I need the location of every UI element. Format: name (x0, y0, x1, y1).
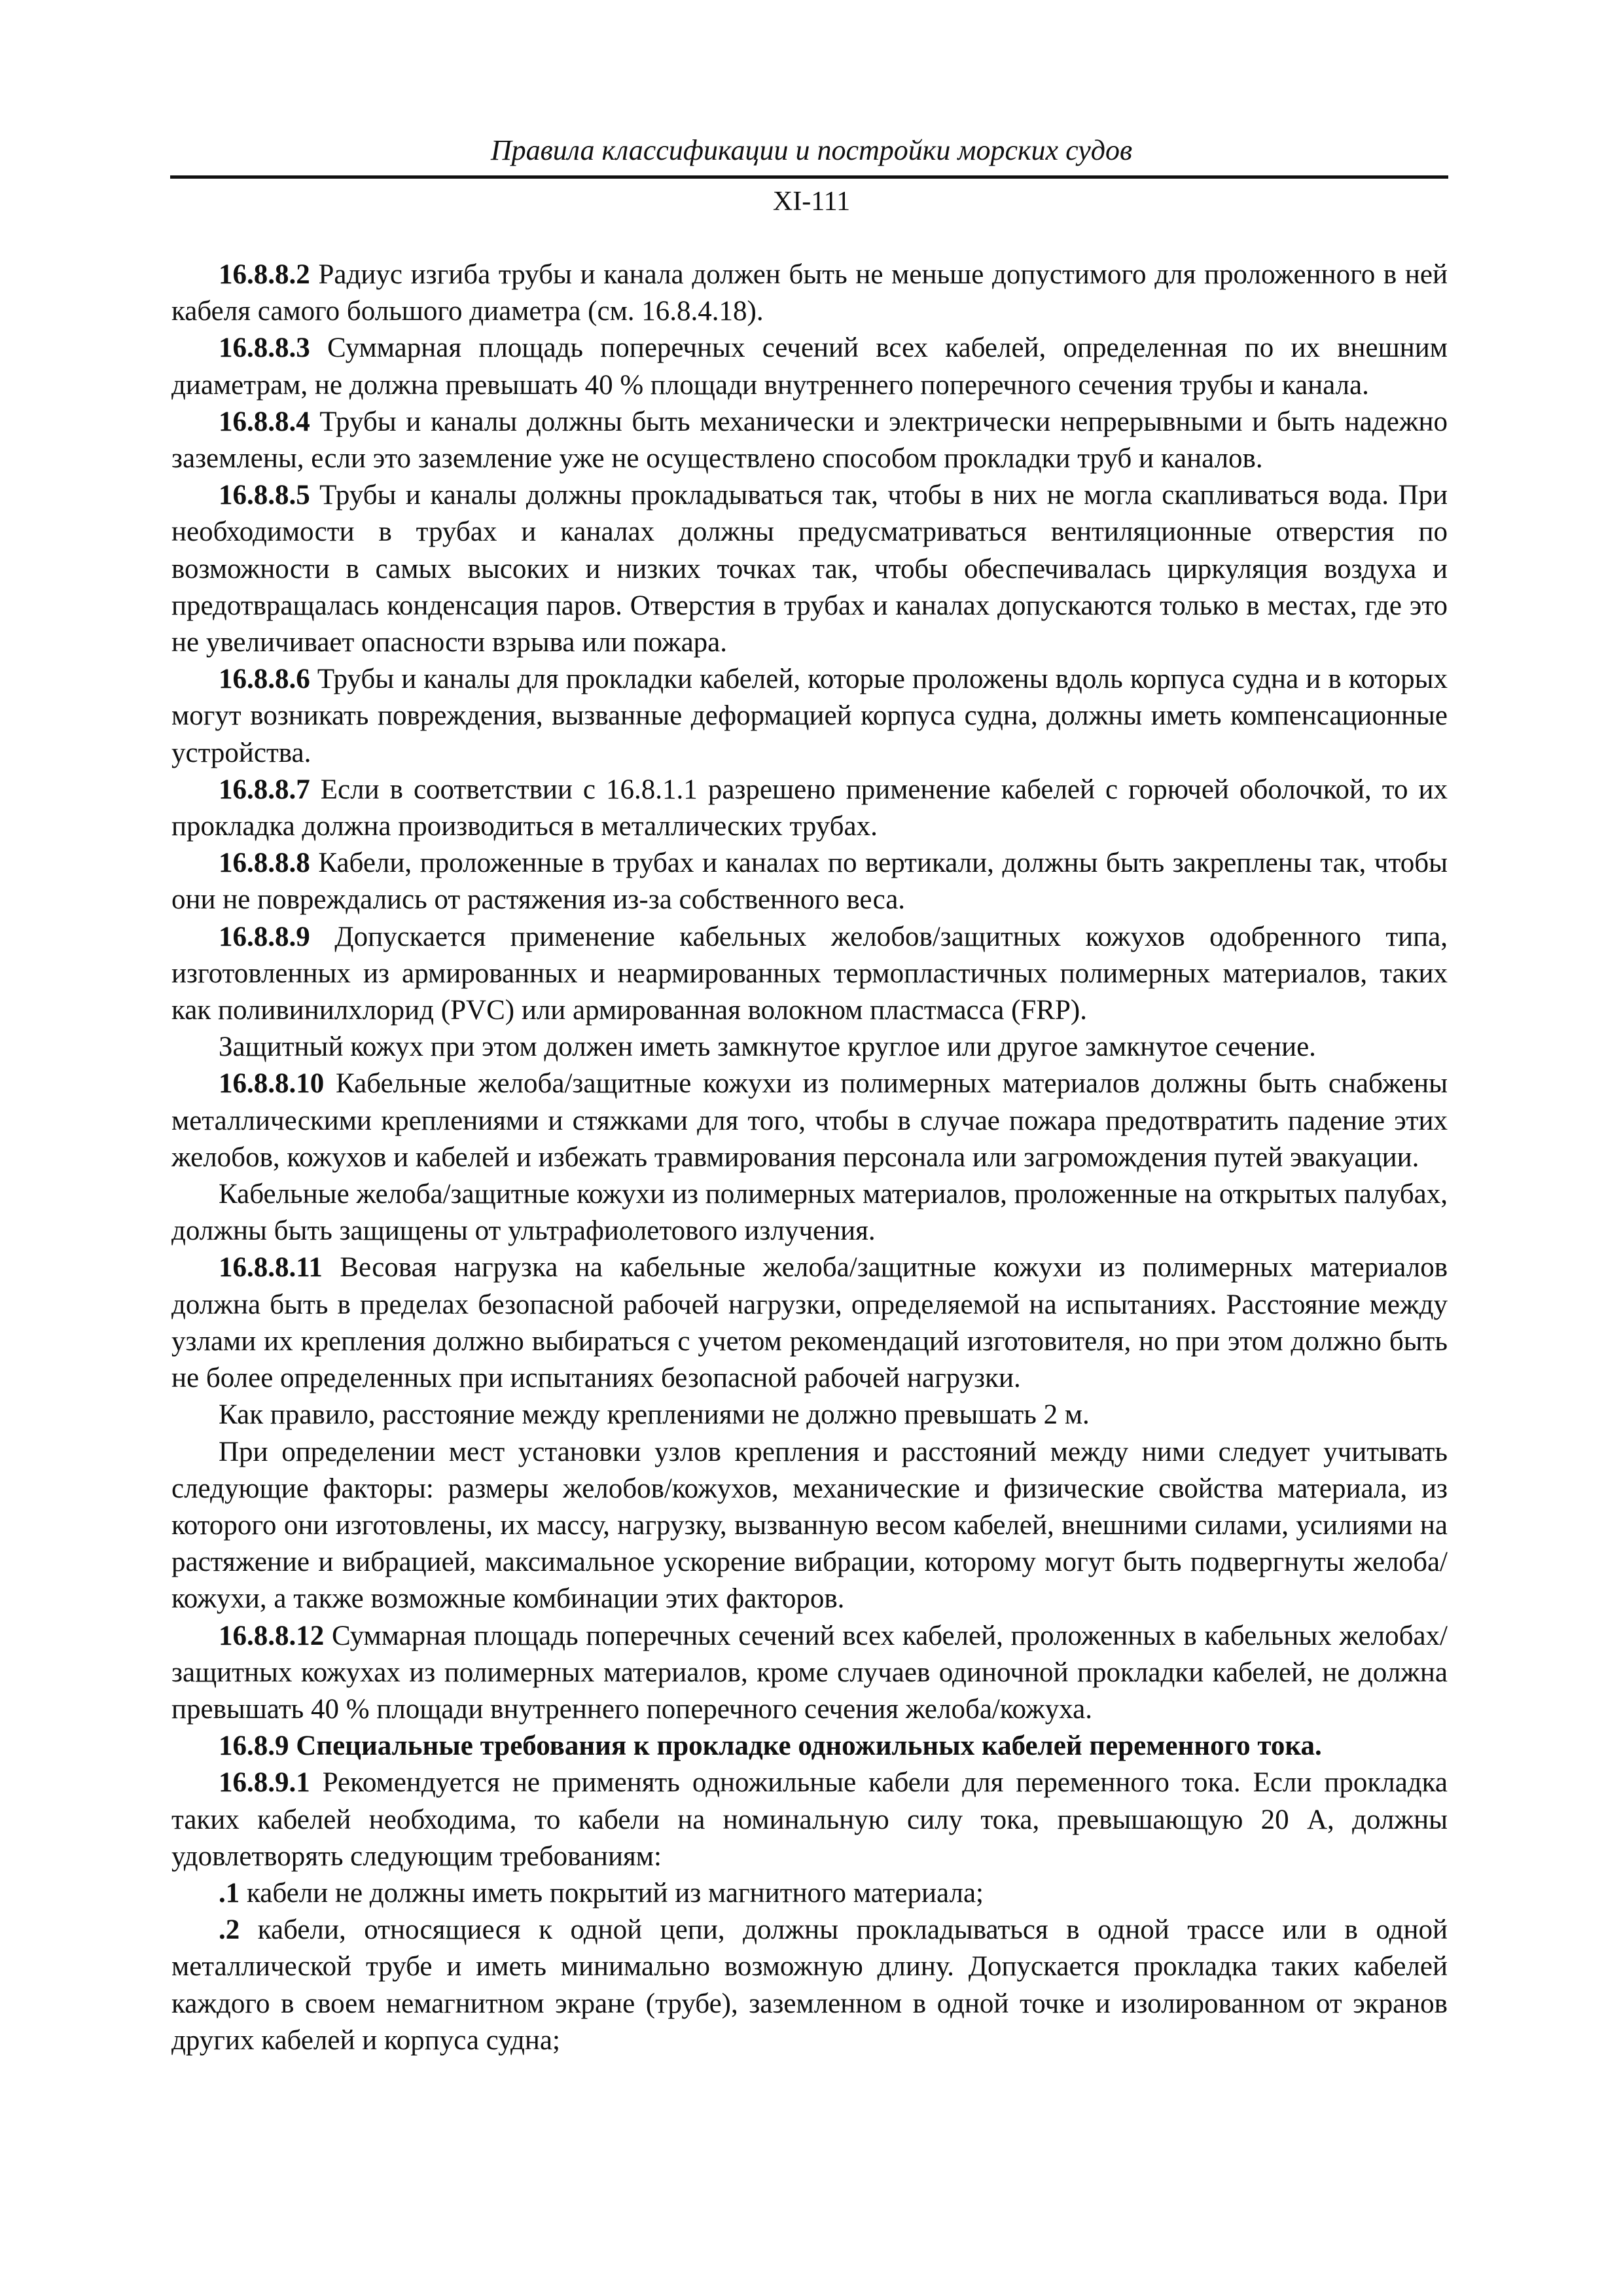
clause-number: 16.8.8.7 (219, 774, 310, 805)
paragraph-text: Как правило, расстояние между креплениями не должно превышать 2 м. (219, 1399, 1090, 1431)
paragraph-16-8-8-8 (171, 845, 1448, 918)
list-item-1 (171, 1875, 1448, 1912)
clause-number: 16.8.8.3 (219, 332, 310, 364)
paragraph-text: Трубы и каналы должны быть механически и электрически непрерывными и быть надежно заземлены, если это заземление уже не осуществлено способом прокладки труб и каналов. (171, 406, 1448, 475)
clause-number: 16.8.8.11 (219, 1252, 323, 1283)
paragraph-text: Если в соответствии с 16.8.1.1 разрешено применение кабелей с горючей оболочкой, то их прокладка должна производиться в металлических трубах. (171, 774, 1448, 842)
list-item-text: кабели, относящиеся к одной цепи, должны прокладываться в одной трассе или в одной металлической трубе и иметь минимально возможную длину. Допускается прокладка таких кабелей каждого в своем немагнитном экране (трубе), заземленном в одной точке и изолированном от экранов других кабелей и корпуса судна; (171, 1914, 1448, 2056)
paragraph-text: Радиус изгиба трубы и канала должен быть не меньше допустимого для проложенного в ней кабеля самого большого диаметра (см. 16.8.4.18). (171, 259, 1448, 327)
paragraph-16-8-8-6 (171, 661, 1448, 772)
section-heading-16-8-9 (171, 1728, 1448, 1765)
paragraph-text: Трубы и каналы должны прокладываться так, чтобы в них не могла скапливаться вода. При необходимости в трубах и каналах должны предусматриваться вентиляционные отверстия по возможности в самых высоких и низких точках так, чтобы обеспечивалась циркуляция воздуха и предотвращалась конденсация паров. Отверстия в трубах и каналах допускаются только в местах, где это не увеличивает опасности взрыва или пожара. (171, 480, 1448, 658)
list-item-2 (171, 1912, 1448, 2059)
paragraph-text: Кабельные желоба/защитные кожухи из полимерных материалов, проложенные на открытых палубах, должны быть защищены от ультрафиолетового излучения. (171, 1179, 1448, 1247)
paragraph-text: Защитный кожух при этом должен иметь замкнутое круглое или другое замкнутое сечение. (219, 1031, 1316, 1063)
list-item-text: кабели не должны иметь покрытий из магнитного материала; (240, 1877, 984, 1909)
body-text (171, 257, 1448, 2059)
clause-number: 16.8.8.8 (219, 848, 310, 879)
paragraph-text: Кабели, проложенные в трубах и каналах по вертикали, должны быть закреплены так, чтобы они не повреждались от растяжения из-за собственного веса. (171, 848, 1448, 916)
paragraph-open-decks (171, 1176, 1448, 1249)
clause-number: 16.8.8.9 (219, 921, 310, 952)
clause-number: 16.8.9.1 (219, 1767, 310, 1799)
running-header-title: Правила классификации и постройки морских судов (490, 134, 1133, 166)
paragraph-16-8-8-10 (171, 1066, 1448, 1176)
paragraph-text: Трубы и каналы для прокладки кабелей, которые проложены вдоль корпуса судна и в которых могут возникать повреждения, вызванные деформацией корпуса судна, должны иметь компенсационные устройства. (171, 664, 1448, 768)
clause-number: 16.8.8.4 (219, 406, 310, 437)
list-item-number: .1 (219, 1877, 240, 1909)
paragraph-16-8-8-4 (171, 404, 1448, 477)
paragraph-text: Кабельные желоба/защитные кожухи из полимерных материалов должны быть снабжены металлическими креплениями и стяжками для того, чтобы в случае пожара предотвратить падение этих желобов, кожухов и кабелей и избежать травмирования персонала или загромождения путей эвакуации. (171, 1068, 1448, 1173)
paragraph-16-8-8-7 (171, 772, 1448, 845)
paragraph-16-8-8-3 (171, 330, 1448, 403)
paragraph-text: Суммарная площадь поперечных сечений всех кабелей, проложенных в кабельных желобах/защитных кожухах из полимерных материалов, кроме случаев одиночной прокладки кабелей, не должна превышать 40 % площади внутреннего поперечного сечения желоба/кожуха. (171, 1620, 1448, 1725)
clause-number: 16.8.8.6 (219, 664, 310, 695)
paragraph-text: Рекомендуется не применять одножильные кабели для переменного тока. Если прокладка таких кабелей необходима, то кабели на номинальную силу тока, превышающую 20 А, должны удовлетворять следующим требованиям: (171, 1767, 1448, 1872)
section-heading-text: 16.8.9 Специальные требования к прокладке одножильных кабелей переменного тока. (219, 1731, 1322, 1762)
clause-number: 16.8.8.2 (219, 259, 310, 290)
paragraph-text: Допускается применение кабельных желобов/защитных кожухов одобренного типа, изготовленных из армированных и неармированных термопластичных полимерных материалов, таких как поливинилхлорид (PVC) или армированная волокном пластмасса (FRP). (171, 921, 1448, 1026)
paragraph-text: При определении мест установки узлов крепления и расстояний между ними следует учитывать следующие факторы: размеры желобов/кожухов, механические и физические свойства материала, из которого они изготовлены, их массу, нагрузку, вызванную весом кабелей, внешними силами, усилиями на растяжение и вибрацией, максимальное ускорение вибрации, которому могут быть подвергнуты желоба/кожухи, а также возможные комбинации этих факторов. (171, 1436, 1448, 1615)
page-number: XI-111 (772, 187, 851, 217)
clause-number: 16.8.8.5 (219, 480, 310, 511)
paragraph-text: Суммарная площадь поперечных сечений всех кабелей, определенная по их внешним диаметрам, не должна превышать 40 % площади внутреннего поперечного сечения трубы и канала. (171, 332, 1448, 401)
paragraph-protective-cover (171, 1029, 1448, 1066)
paragraph-16-8-8-2 (171, 257, 1448, 330)
clause-number: 16.8.8.12 (219, 1620, 325, 1651)
paragraph-support-spacing (171, 1397, 1448, 1433)
paragraph-16-8-8-9 (171, 919, 1448, 1030)
paragraph-factors (171, 1434, 1448, 1618)
paragraph-16-8-8-5 (171, 477, 1448, 661)
paragraph-16-8-9-1 (171, 1765, 1448, 1875)
paragraph-text: Весовая нагрузка на кабельные желоба/защитные кожухи из полимерных материалов должна быть в пределах безопасной рабочей нагрузки, определяемой на испытаниях. Расстояние между узлами их крепления должно выбираться с учетом рекомендаций изготовителя, но при этом должно быть не более определенных при испытаниях безопасной рабочей нагрузки. (171, 1252, 1448, 1394)
list-item-number: .2 (219, 1914, 240, 1946)
paragraph-16-8-8-12 (171, 1618, 1448, 1729)
paragraph-16-8-8-11 (171, 1249, 1448, 1397)
header-divider (170, 175, 1448, 179)
clause-number: 16.8.8.10 (219, 1068, 325, 1100)
